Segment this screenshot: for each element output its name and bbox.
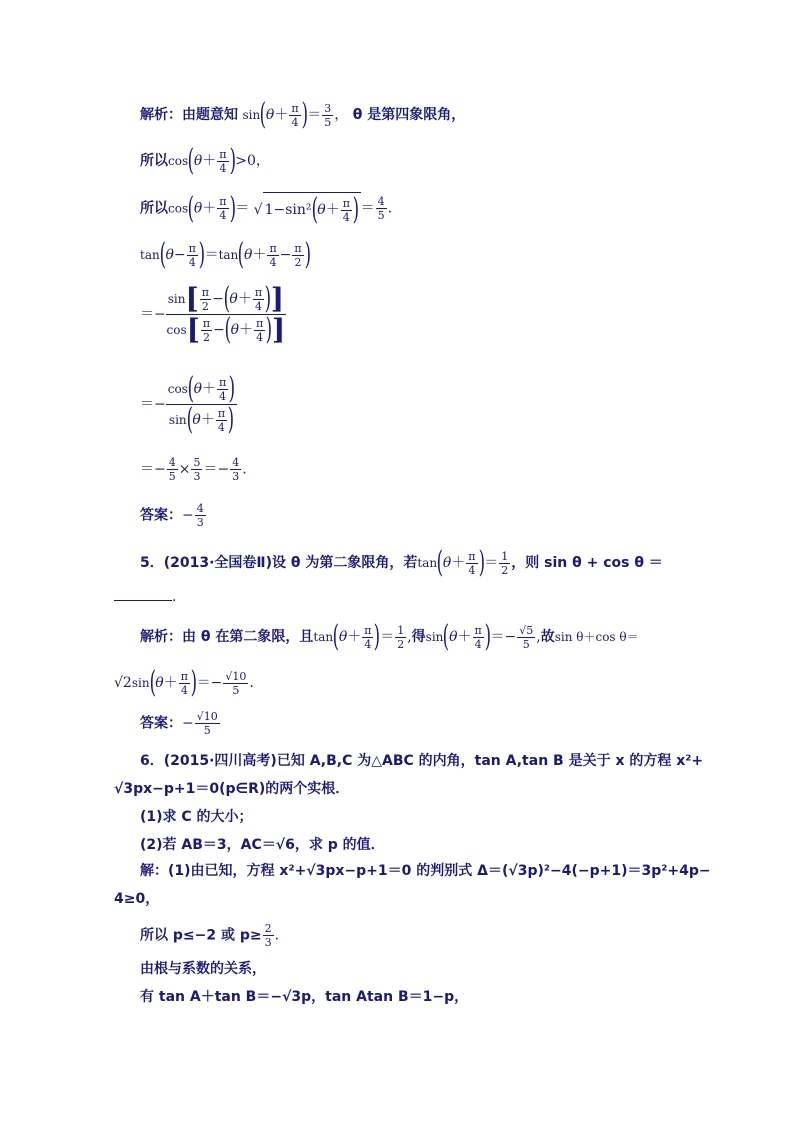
so-text: 所以 bbox=[140, 153, 168, 169]
solution-6-line-1: 解：(1)由已知，方程 x²+√3px−p+1＝0 的判别式 Δ＝(√3p)²−4(−p+1)＝3p²+4p− bbox=[140, 863, 711, 879]
question-5-tail: ，则 sin θ + cos θ ＝ bbox=[511, 555, 663, 571]
question-5-line-1: 5．(2013·全国卷Ⅱ)设 θ 为第二象限角，若tan(θ＋ $\frac{\pi}{4}$ )＝ $\frac{1}{2}$ ，则 sin θ + cos θ ＝ bbox=[140, 545, 663, 580]
solution-6-line-4: 由根与系数的关系， bbox=[140, 961, 266, 977]
solution-line-5: ＝− sin[ $\frac{\pi}{2}$ −(θ＋ $\frac{\pi}{4}$ )] cos[ $\frac{\pi}{2}$ −(θ＋ $\frac{\pi}{4}$ )] bbox=[140, 281, 286, 347]
question-5-text: 5．(2013·全国卷Ⅱ)设 θ 为第二象限角，若 bbox=[140, 555, 418, 571]
solution-6-inequality: 所以 p≤−2 或 p≥ bbox=[140, 927, 262, 944]
so-text: 所以 bbox=[140, 200, 168, 217]
answer-line-1: 答案：− $\frac{4}{3}$ bbox=[140, 502, 204, 529]
solution-6-line-5: 有 tan A＋tan B＝−√3p，tan Atan B＝1−p， bbox=[140, 989, 469, 1005]
solution-line-4: tan(θ− $\frac{\pi}{4}$ )＝tan(θ＋ $\frac{\pi}{4}$ − $\frac{\pi}{2}$ ) bbox=[140, 237, 311, 272]
question-6-line-2: √3px−p+1＝0(p∈R)的两个实根． bbox=[114, 781, 350, 797]
solution-5-de: 得 bbox=[411, 629, 426, 645]
solution-line-6: ＝− cos(θ＋ $\frac{\pi}{4}$ ) sin(θ＋ $\frac{\pi}{4}$ ) bbox=[140, 371, 236, 437]
question-6-part-1: (1)求 C 的大小； bbox=[140, 809, 253, 825]
question-6-line-1: 6．(2015·四川高考)已知 A,B,C 为△ABC 的内角，tan A,tan B 是关于 x 的方程 x²+ bbox=[140, 753, 704, 769]
answer-label: 答案： bbox=[140, 507, 182, 524]
solution-line-2: 所以cos(θ＋ $\frac{\pi}{4}$ )>0， bbox=[140, 143, 270, 178]
solution-6-line-2: 4≥0， bbox=[114, 891, 160, 907]
solution-label: 解析：由题意知 bbox=[140, 107, 238, 123]
quadrant-note: θ 是第四象限角， bbox=[352, 107, 466, 123]
answer-label: 答案： bbox=[140, 715, 182, 732]
solution-5-text: 解析：由 θ 在第二象限，且 bbox=[140, 629, 314, 645]
solution-line-3: 所以cos(θ＋ $\frac{\pi}{4}$ )＝ √ 1−sin²(θ＋ $\frac{\pi}{4}$ ) ＝ $\frac{4}{5}$ . bbox=[140, 190, 393, 227]
solution-6-line-3: 所以 p≤−2 或 p≥ $\frac{2}{3}$ . bbox=[140, 922, 280, 949]
solution-line-1: 解析：由题意知 sin(θ＋ $\frac{\pi}{4}$ )＝ $\frac{3}{5}$ ， θ 是第四象限角， bbox=[140, 97, 466, 132]
answer-line-2: 答案：− $\frac{√10}{5}$ bbox=[140, 710, 218, 737]
solution-line-7: ＝− $\frac{4}{5}$ × $\frac{5}{3}$ ＝− $\frac{4}{3}$ . bbox=[140, 456, 247, 483]
question-6-part-2: (2)若 AB＝3，AC＝√6，求 p 的值． bbox=[140, 837, 385, 853]
question-5-blank: . bbox=[114, 586, 176, 606]
solution-5-line-2: √2sin(θ＋ $\frac{\pi}{4}$ )＝− $\frac{√10}{5}$ . bbox=[114, 665, 254, 700]
solution-5-line-1: 解析：由 θ 在第二象限，且tan(θ＋ $\frac{\pi}{4}$ )＝ $\frac{1}{2}$ ,得sin(θ＋ $\frac{\pi}{4}$ )＝− $\frac{√5}{5}$ ,故sin θ＋cos θ＝ bbox=[140, 619, 639, 654]
solution-5-gu: 故 bbox=[540, 629, 555, 645]
